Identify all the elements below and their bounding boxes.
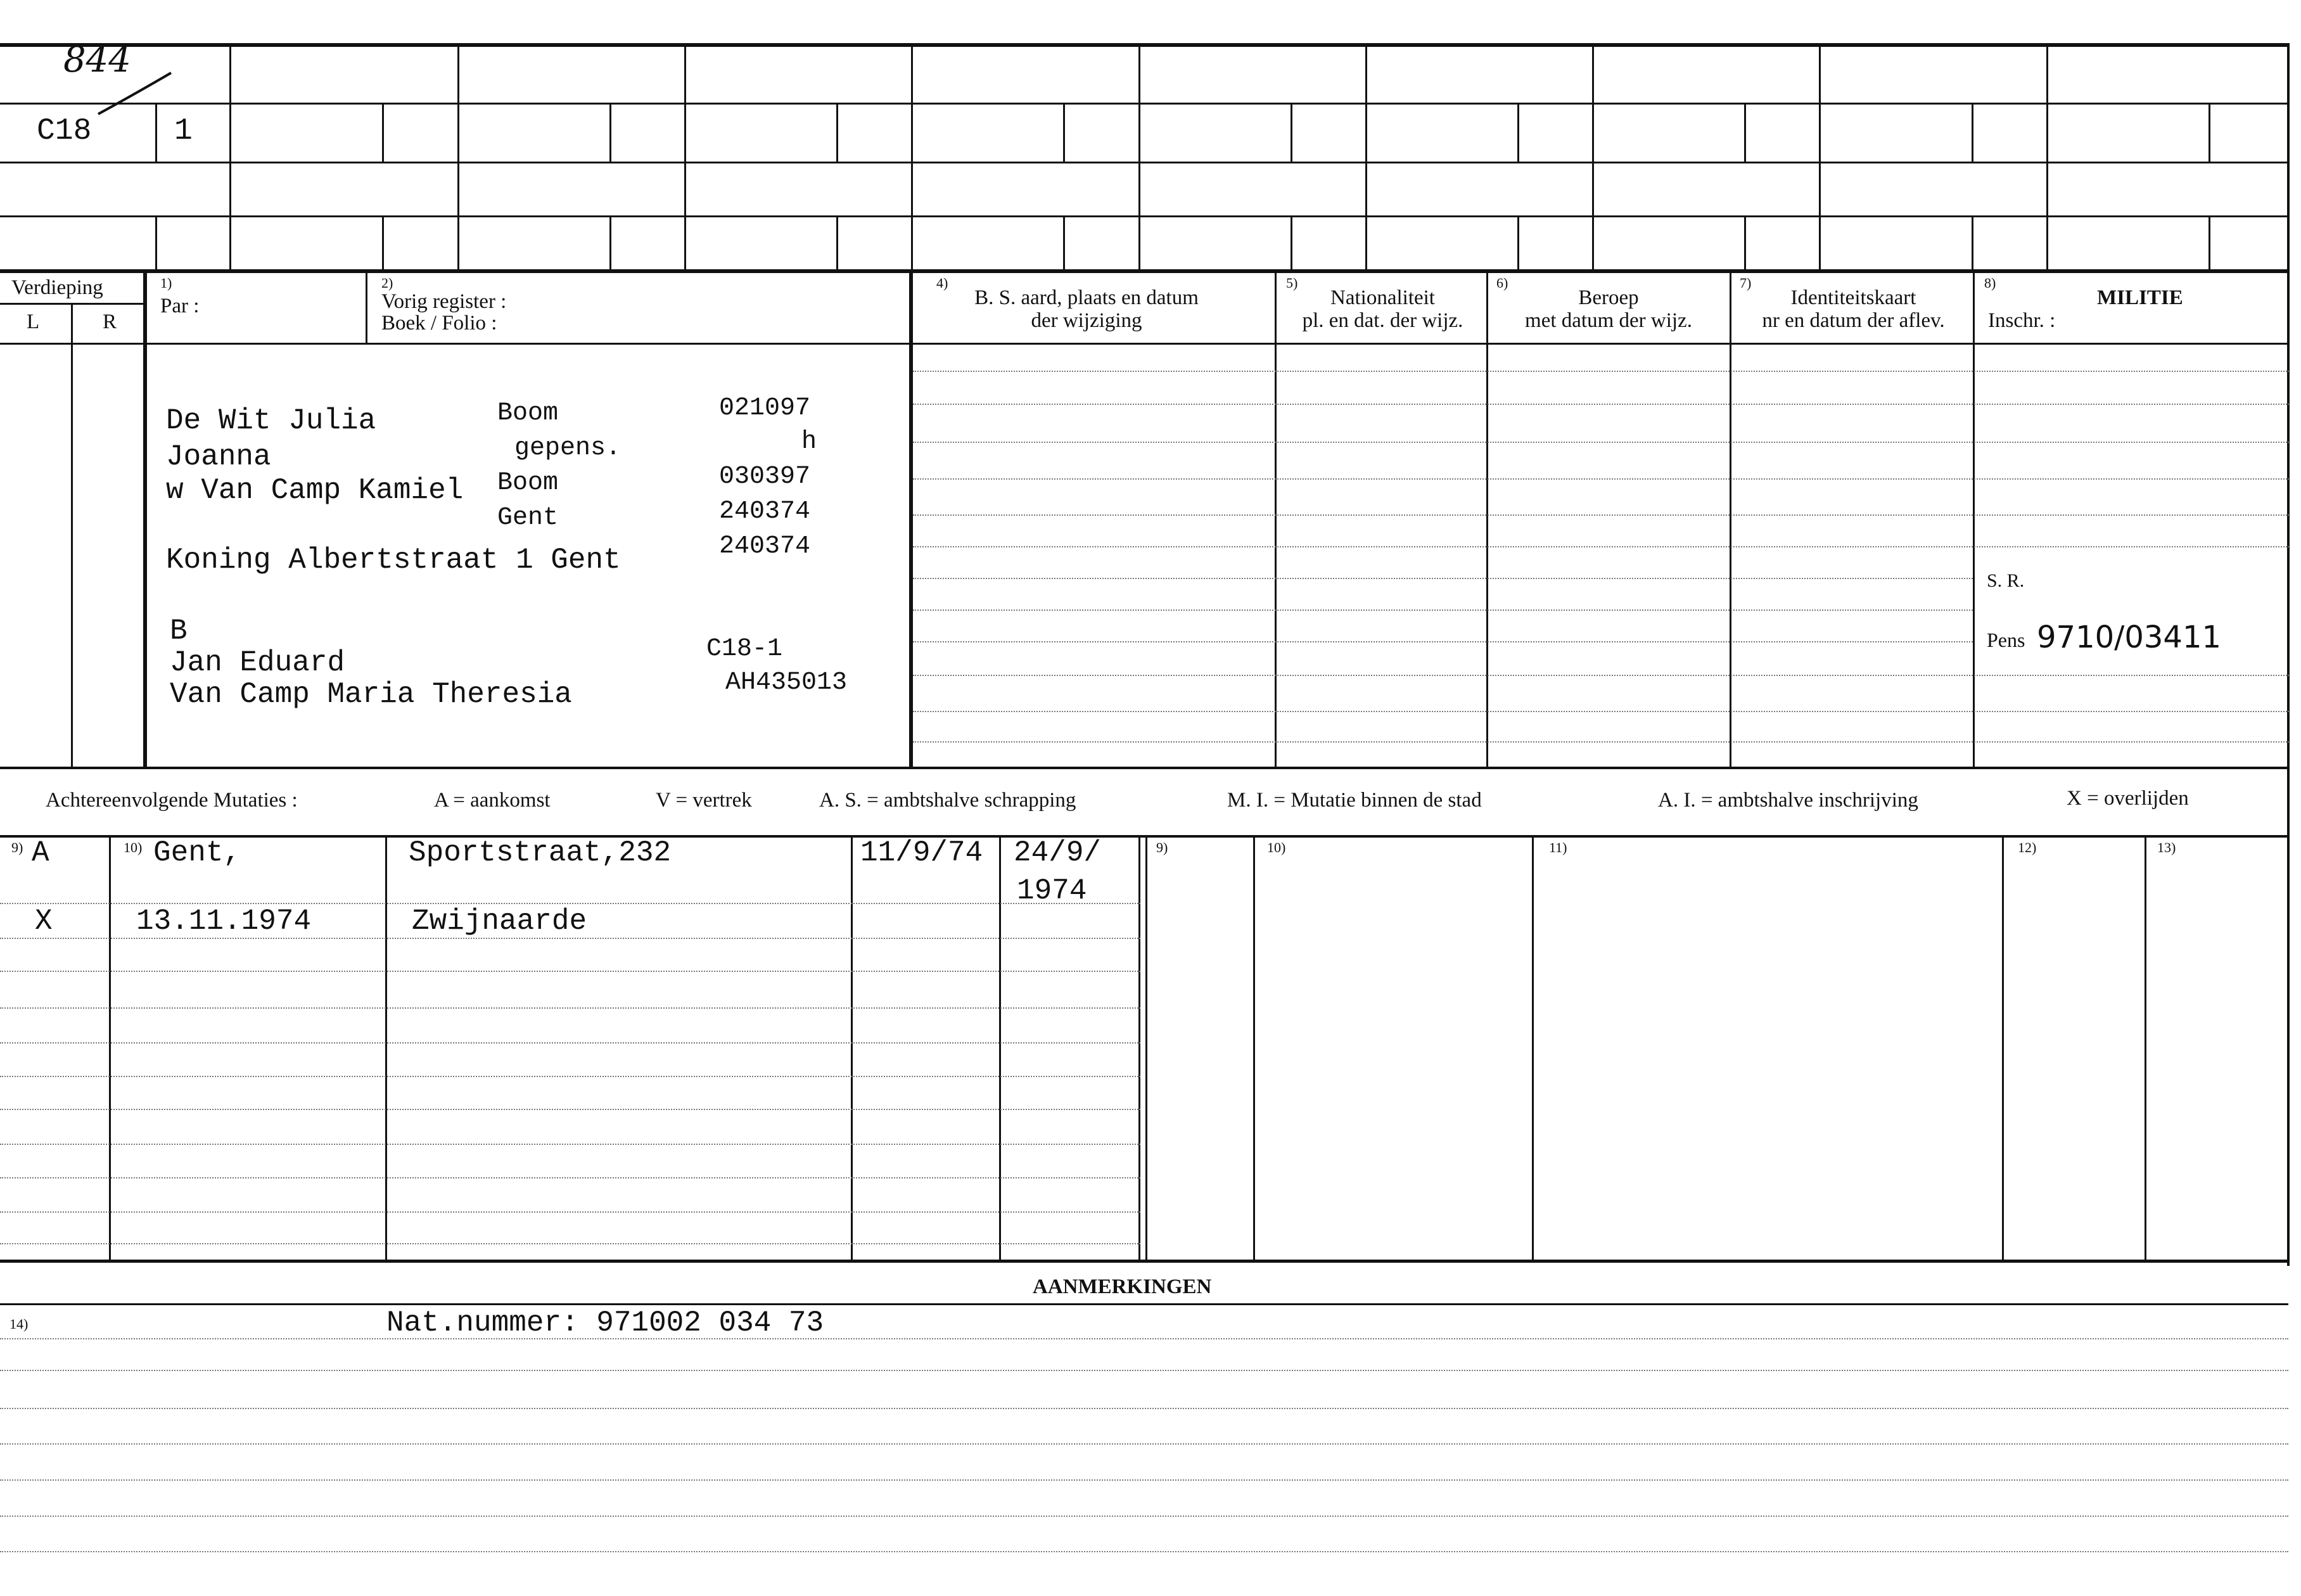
grid-subdivider bbox=[1291, 217, 1292, 271]
dotted-rule bbox=[913, 675, 2289, 676]
bs-label-2: der wijziging bbox=[1031, 309, 1142, 332]
grid-subdivider bbox=[2209, 105, 2210, 162]
mut-num-9b: 9) bbox=[1156, 839, 1168, 855]
beroep-label-1: Beroep bbox=[1578, 286, 1639, 309]
dotted-rule bbox=[0, 1479, 2288, 1481]
par-divider bbox=[366, 271, 367, 344]
place-1: Boom bbox=[497, 399, 559, 428]
handwritten-number: 844 bbox=[63, 39, 131, 80]
mut-num-12: 12) bbox=[2018, 839, 2037, 855]
mut-divider bbox=[1253, 836, 1255, 1261]
grid-subdivider bbox=[382, 105, 384, 162]
date-2: h bbox=[801, 428, 817, 456]
aanmerkingen-num-14: 14) bbox=[10, 1316, 29, 1332]
grid-rule bbox=[0, 215, 2288, 217]
dotted-rule bbox=[0, 1076, 1140, 1077]
dotted-rule bbox=[0, 1370, 2288, 1371]
dotted-rule bbox=[0, 1109, 1140, 1110]
grid-divider bbox=[911, 43, 913, 271]
grid-subdivider bbox=[1744, 105, 1746, 162]
mutaties-bottom-rule bbox=[0, 1260, 2288, 1263]
legend-ai: A. I. = ambtshalve inschrijving bbox=[1658, 789, 1918, 812]
dotted-rule bbox=[913, 514, 2289, 516]
right-border bbox=[2287, 43, 2290, 1266]
legend-x: X = overlijden bbox=[2067, 787, 2189, 810]
col1-number: 1) bbox=[160, 275, 172, 291]
grid-subdivider bbox=[1291, 105, 1292, 162]
bs-left-divider bbox=[909, 271, 913, 769]
dotted-rule bbox=[0, 1144, 1140, 1145]
grid-subdivider bbox=[1972, 105, 1973, 162]
aanmerkingen-rule bbox=[0, 1303, 2288, 1305]
row1-date-2b: 1974 bbox=[1017, 874, 1087, 907]
person-name-3: w Van Camp Kamiel bbox=[166, 474, 464, 507]
person-bottom-rule bbox=[0, 767, 2288, 769]
grid-rule bbox=[0, 103, 2288, 105]
legend-as: A. S. = ambtshalve schrapping bbox=[819, 789, 1076, 812]
dotted-rule bbox=[0, 1177, 1140, 1178]
person-name-2: Joanna bbox=[166, 440, 271, 473]
grid-divider bbox=[229, 43, 231, 271]
militie-divider bbox=[1973, 271, 1975, 769]
row1-place: Gent, bbox=[153, 836, 241, 869]
dotted-rule bbox=[913, 478, 2289, 480]
mut-num-10b: 10) bbox=[1267, 839, 1286, 855]
militie-label: MILITIE bbox=[2097, 286, 2183, 309]
grid-subdivider bbox=[609, 105, 611, 162]
grid-divider bbox=[1819, 43, 1821, 271]
mut-num-10: 10) bbox=[124, 839, 143, 855]
verdieping-rule bbox=[0, 303, 146, 305]
grid-divider bbox=[1592, 43, 1594, 271]
label-R: R bbox=[103, 310, 117, 333]
mut-num-11: 11) bbox=[1549, 839, 1567, 855]
beroep-divider bbox=[1486, 271, 1488, 769]
grid-divider bbox=[2046, 43, 2048, 271]
legend-v: V = vertrek bbox=[656, 789, 752, 812]
dotted-rule bbox=[0, 1042, 1140, 1044]
nat-label-2: pl. en dat. der wijz. bbox=[1302, 309, 1463, 332]
label-L: L bbox=[27, 310, 40, 333]
register-code: C18 bbox=[37, 114, 92, 148]
grid-divider bbox=[1365, 43, 1367, 271]
dotted-rule bbox=[913, 404, 2289, 405]
legend-title: Achtereenvolgende Mutaties : bbox=[46, 789, 298, 812]
col7-number: 7) bbox=[1740, 275, 1752, 291]
slash-mark bbox=[95, 70, 177, 120]
par-label: Par : bbox=[160, 295, 200, 317]
dotted-rule bbox=[0, 1551, 2288, 1552]
grid-subdivider bbox=[609, 217, 611, 271]
date-4: 240374 bbox=[719, 497, 811, 526]
id-divider bbox=[1730, 271, 1731, 769]
top-border bbox=[0, 43, 2288, 47]
child-line-1: Jan Eduard bbox=[170, 646, 345, 679]
id-label-1: Identiteitskaart bbox=[1790, 286, 1916, 309]
place-3: Boom bbox=[497, 469, 559, 497]
dotted-rule bbox=[913, 371, 2289, 372]
nat-label-1: Nationaliteit bbox=[1330, 286, 1435, 309]
sr-label: S. R. bbox=[1987, 570, 2025, 591]
verdieping-label: Verdieping bbox=[11, 276, 103, 299]
row2-code: X bbox=[35, 905, 53, 938]
grid-subdivider bbox=[155, 217, 157, 271]
header-bottom-rule bbox=[0, 343, 2288, 345]
mut-double-divider bbox=[1138, 836, 1147, 1261]
dotted-rule bbox=[0, 971, 1140, 972]
register-code-number: 1 bbox=[174, 114, 193, 148]
legend-a: A = aankomst bbox=[434, 789, 551, 812]
row1-street: Sportstraat,232 bbox=[409, 836, 672, 869]
col5-number: 5) bbox=[1286, 275, 1298, 291]
dotted-rule bbox=[0, 1243, 1140, 1244]
boek-folio-label: Boek / Folio : bbox=[381, 312, 497, 335]
dotted-rule bbox=[0, 1408, 2288, 1409]
vorig-register-label: Vorig register : bbox=[381, 290, 507, 313]
dotted-rule bbox=[913, 711, 2289, 712]
dotted-rule bbox=[0, 903, 1140, 904]
inschr-label: Inschr. : bbox=[1988, 309, 2056, 332]
aanmerkingen-title: AANMERKINGEN bbox=[1033, 1275, 1212, 1298]
legend-mi: M. I. = Mutatie binnen de stad bbox=[1227, 789, 1482, 812]
dotted-rule bbox=[0, 1007, 1140, 1009]
grid-divider bbox=[684, 43, 686, 271]
mut-divider bbox=[999, 836, 1001, 1261]
mut-divider bbox=[385, 836, 387, 1261]
dotted-rule bbox=[913, 546, 2289, 547]
nat-nummer: Nat.nummer: 971002 034 73 bbox=[386, 1306, 824, 1339]
address: Koning Albertstraat 1 Gent bbox=[166, 544, 621, 577]
mut-num-13: 13) bbox=[2157, 839, 2176, 855]
place-2: gepens. bbox=[514, 434, 621, 463]
dotted-rule bbox=[913, 442, 2289, 443]
grid-subdivider bbox=[1517, 105, 1519, 162]
dotted-rule bbox=[0, 1338, 2288, 1339]
grid-subdivider bbox=[1744, 217, 1746, 271]
row1-code: A bbox=[32, 836, 49, 869]
pens-value: 9710/03411 bbox=[2037, 620, 2222, 655]
grid-subdivider bbox=[382, 217, 384, 271]
mut-divider bbox=[2145, 836, 2146, 1261]
col8-number: 8) bbox=[1984, 275, 1996, 291]
dotted-rule bbox=[0, 1443, 2288, 1445]
dotted-rule bbox=[913, 641, 1973, 642]
date-1: 021097 bbox=[719, 394, 811, 423]
col2-number: 2) bbox=[381, 275, 393, 291]
bs-label-1: B. S. aard, plaats en datum bbox=[974, 286, 1199, 309]
grid-subdivider bbox=[1972, 217, 1973, 271]
person-name-1: De Wit Julia bbox=[166, 404, 376, 437]
mut-divider bbox=[1532, 836, 1534, 1261]
place-4: Gent bbox=[497, 504, 559, 532]
dotted-rule bbox=[913, 610, 1973, 611]
verdieping-divider bbox=[143, 271, 147, 769]
nat-divider bbox=[1275, 271, 1277, 769]
dotted-rule bbox=[913, 578, 1973, 579]
dotted-rule bbox=[913, 741, 2289, 743]
row1-date-2a: 24/9/ bbox=[1014, 836, 1102, 869]
id-label-2: nr en datum der aflev. bbox=[1762, 309, 1945, 332]
grid-subdivider bbox=[1517, 217, 1519, 271]
grid-subdivider bbox=[836, 217, 838, 271]
col4-number: 4) bbox=[936, 275, 948, 291]
grid-rule bbox=[0, 162, 2288, 163]
grid-subdivider bbox=[836, 105, 838, 162]
lr-divider bbox=[71, 303, 73, 769]
row2-date: 13.11.1974 bbox=[136, 905, 312, 938]
pens-label: Pens bbox=[1987, 629, 2025, 651]
dotted-rule bbox=[0, 1211, 1140, 1213]
mut-num-9: 9) bbox=[11, 839, 23, 855]
grid-subdivider bbox=[1063, 105, 1065, 162]
mut-divider bbox=[851, 836, 853, 1261]
mut-divider bbox=[109, 836, 111, 1261]
grid-divider bbox=[1138, 43, 1140, 271]
ref-1: C18-1 bbox=[706, 635, 783, 663]
ref-2: AH435013 bbox=[725, 668, 848, 697]
grid-divider bbox=[457, 43, 459, 271]
mut-divider bbox=[2002, 836, 2004, 1261]
grid-subdivider bbox=[1063, 217, 1065, 271]
grid-subdivider bbox=[2209, 217, 2210, 271]
header-rule bbox=[0, 269, 2288, 273]
dotted-rule bbox=[0, 1516, 2288, 1517]
dotted-rule bbox=[0, 938, 1140, 939]
address-date: 240374 bbox=[719, 532, 811, 561]
beroep-label-2: met datum der wijz. bbox=[1525, 309, 1692, 332]
col6-number: 6) bbox=[1496, 275, 1508, 291]
date-3: 030397 bbox=[719, 463, 811, 491]
row2-street: Zwijnaarde bbox=[412, 905, 587, 938]
row1-date-1: 11/9/74 bbox=[860, 836, 983, 869]
child-line-2: Van Camp Maria Theresia bbox=[170, 678, 572, 711]
b-label: B bbox=[170, 615, 188, 648]
